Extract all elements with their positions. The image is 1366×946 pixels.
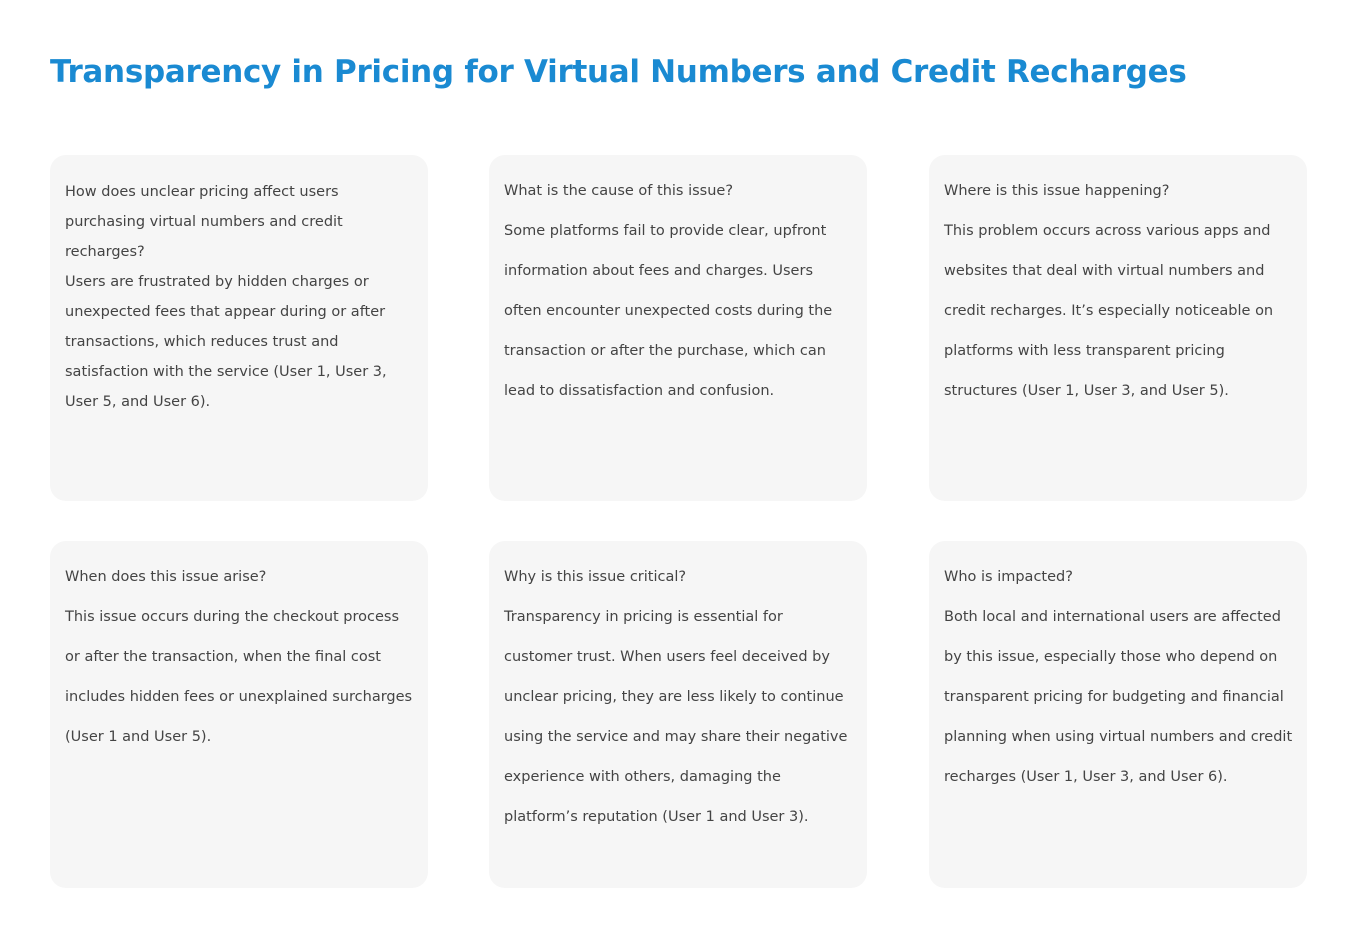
card-question: Who is impacted? (944, 569, 1073, 585)
card-answer: Users are frustrated by hidden charges or unexpected fees that appear during or after transactions, which reduces trust and satisfaction with the service (User 1, User 3, User 5, and User 6). (65, 274, 387, 410)
card-where-issue-happens (929, 155, 1307, 501)
card-cause-of-issue (489, 155, 867, 501)
card-question: Why is this issue critical? (504, 569, 687, 585)
card-question: Where is this issue happening? (944, 183, 1170, 199)
card-answer: Some platforms fail to provide clear, upfront information about fees and charges. Users often encounter unexpected costs during the transaction or after the purchase, which can lead to dissatisfaction and confusion. (504, 223, 833, 399)
page-title: Transparency in Pricing for Virtual Numbers and Credit Recharges (50, 54, 1187, 90)
card-how-unclear-pricing-affects-users (50, 155, 428, 501)
card-answer: This problem occurs across various apps and websites that deal with virtual numbers and credit recharges. It’s especially noticeable on platforms with less transparent pricing structures (User 1, User 3, and User 5). (944, 223, 1274, 399)
card-answer: Both local and international users are affected by this issue, especially those who depend on transparent pricing for budgeting and financial planning when using virtual numbers and credit recharges (User 1, User 3, and User 6). (944, 609, 1293, 785)
card-why-issue-critical (489, 541, 867, 888)
card-question: How does unclear pricing affect users purchasing virtual numbers and credit recharges? (65, 184, 343, 260)
card-question: What is the cause of this issue? (504, 183, 734, 199)
card-when-issue-arises (50, 541, 428, 888)
card-answer: Transparency in pricing is essential for customer trust. When users feel deceived by unclear pricing, they are less likely to continue using the service and may share their negative experience with others, damaging the platform’s reputation (User 1 and User 3). (504, 609, 848, 825)
card-question: When does this issue arise? (65, 569, 267, 585)
card-who-is-impacted (929, 541, 1307, 888)
card-answer: This issue occurs during the checkout process or after the transaction, when the final cost includes hidden fees or unexplained surcharges (User 1 and User 5). (65, 609, 413, 745)
